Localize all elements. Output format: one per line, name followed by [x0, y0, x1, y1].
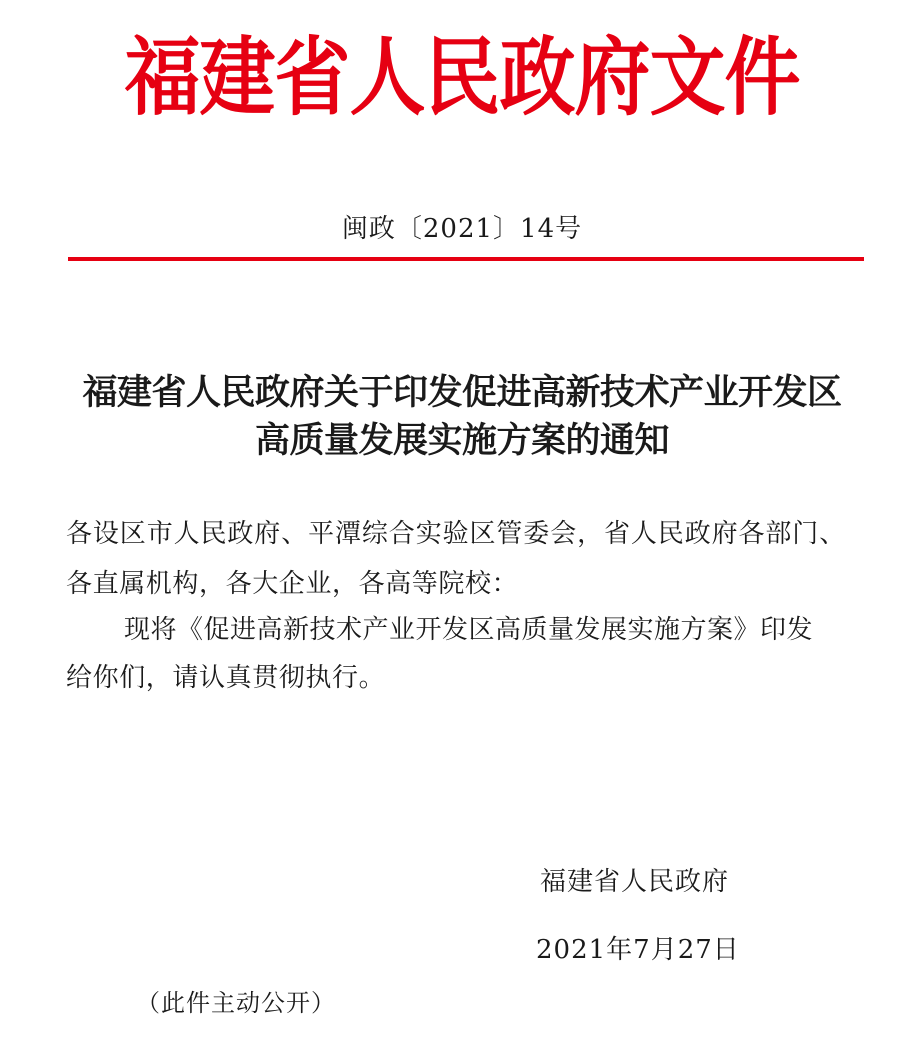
issuing-authority: 福建省人民政府	[540, 867, 730, 897]
document-number: 闽政〔2021〕14号	[341, 214, 583, 244]
body-paragraph-line-2: 给你们，请认真贯彻执行。	[66, 663, 386, 693]
document-title-line-1: 福建省人民政府关于印发促进高新技术产业开发区	[82, 372, 842, 413]
disclosure-note: （此件主动公开）	[136, 989, 336, 1017]
body-paragraph-line-1: 现将《促进高新技术产业开发区高质量发展实施方案》印发	[124, 615, 814, 645]
recipients-line-2: 各直属机构，各大企业，各高等院校：	[66, 569, 519, 599]
document-masthead: 福建省人民政府文件	[124, 27, 800, 128]
document-title-line-2: 高质量发展实施方案的通知	[254, 420, 669, 461]
issue-date: 2021年7月27日	[536, 935, 740, 965]
recipients-line-1: 各设区市人民政府、平潭综合实验区管委会，省人民政府各部门、	[66, 519, 847, 549]
red-separator-line	[68, 257, 864, 261]
